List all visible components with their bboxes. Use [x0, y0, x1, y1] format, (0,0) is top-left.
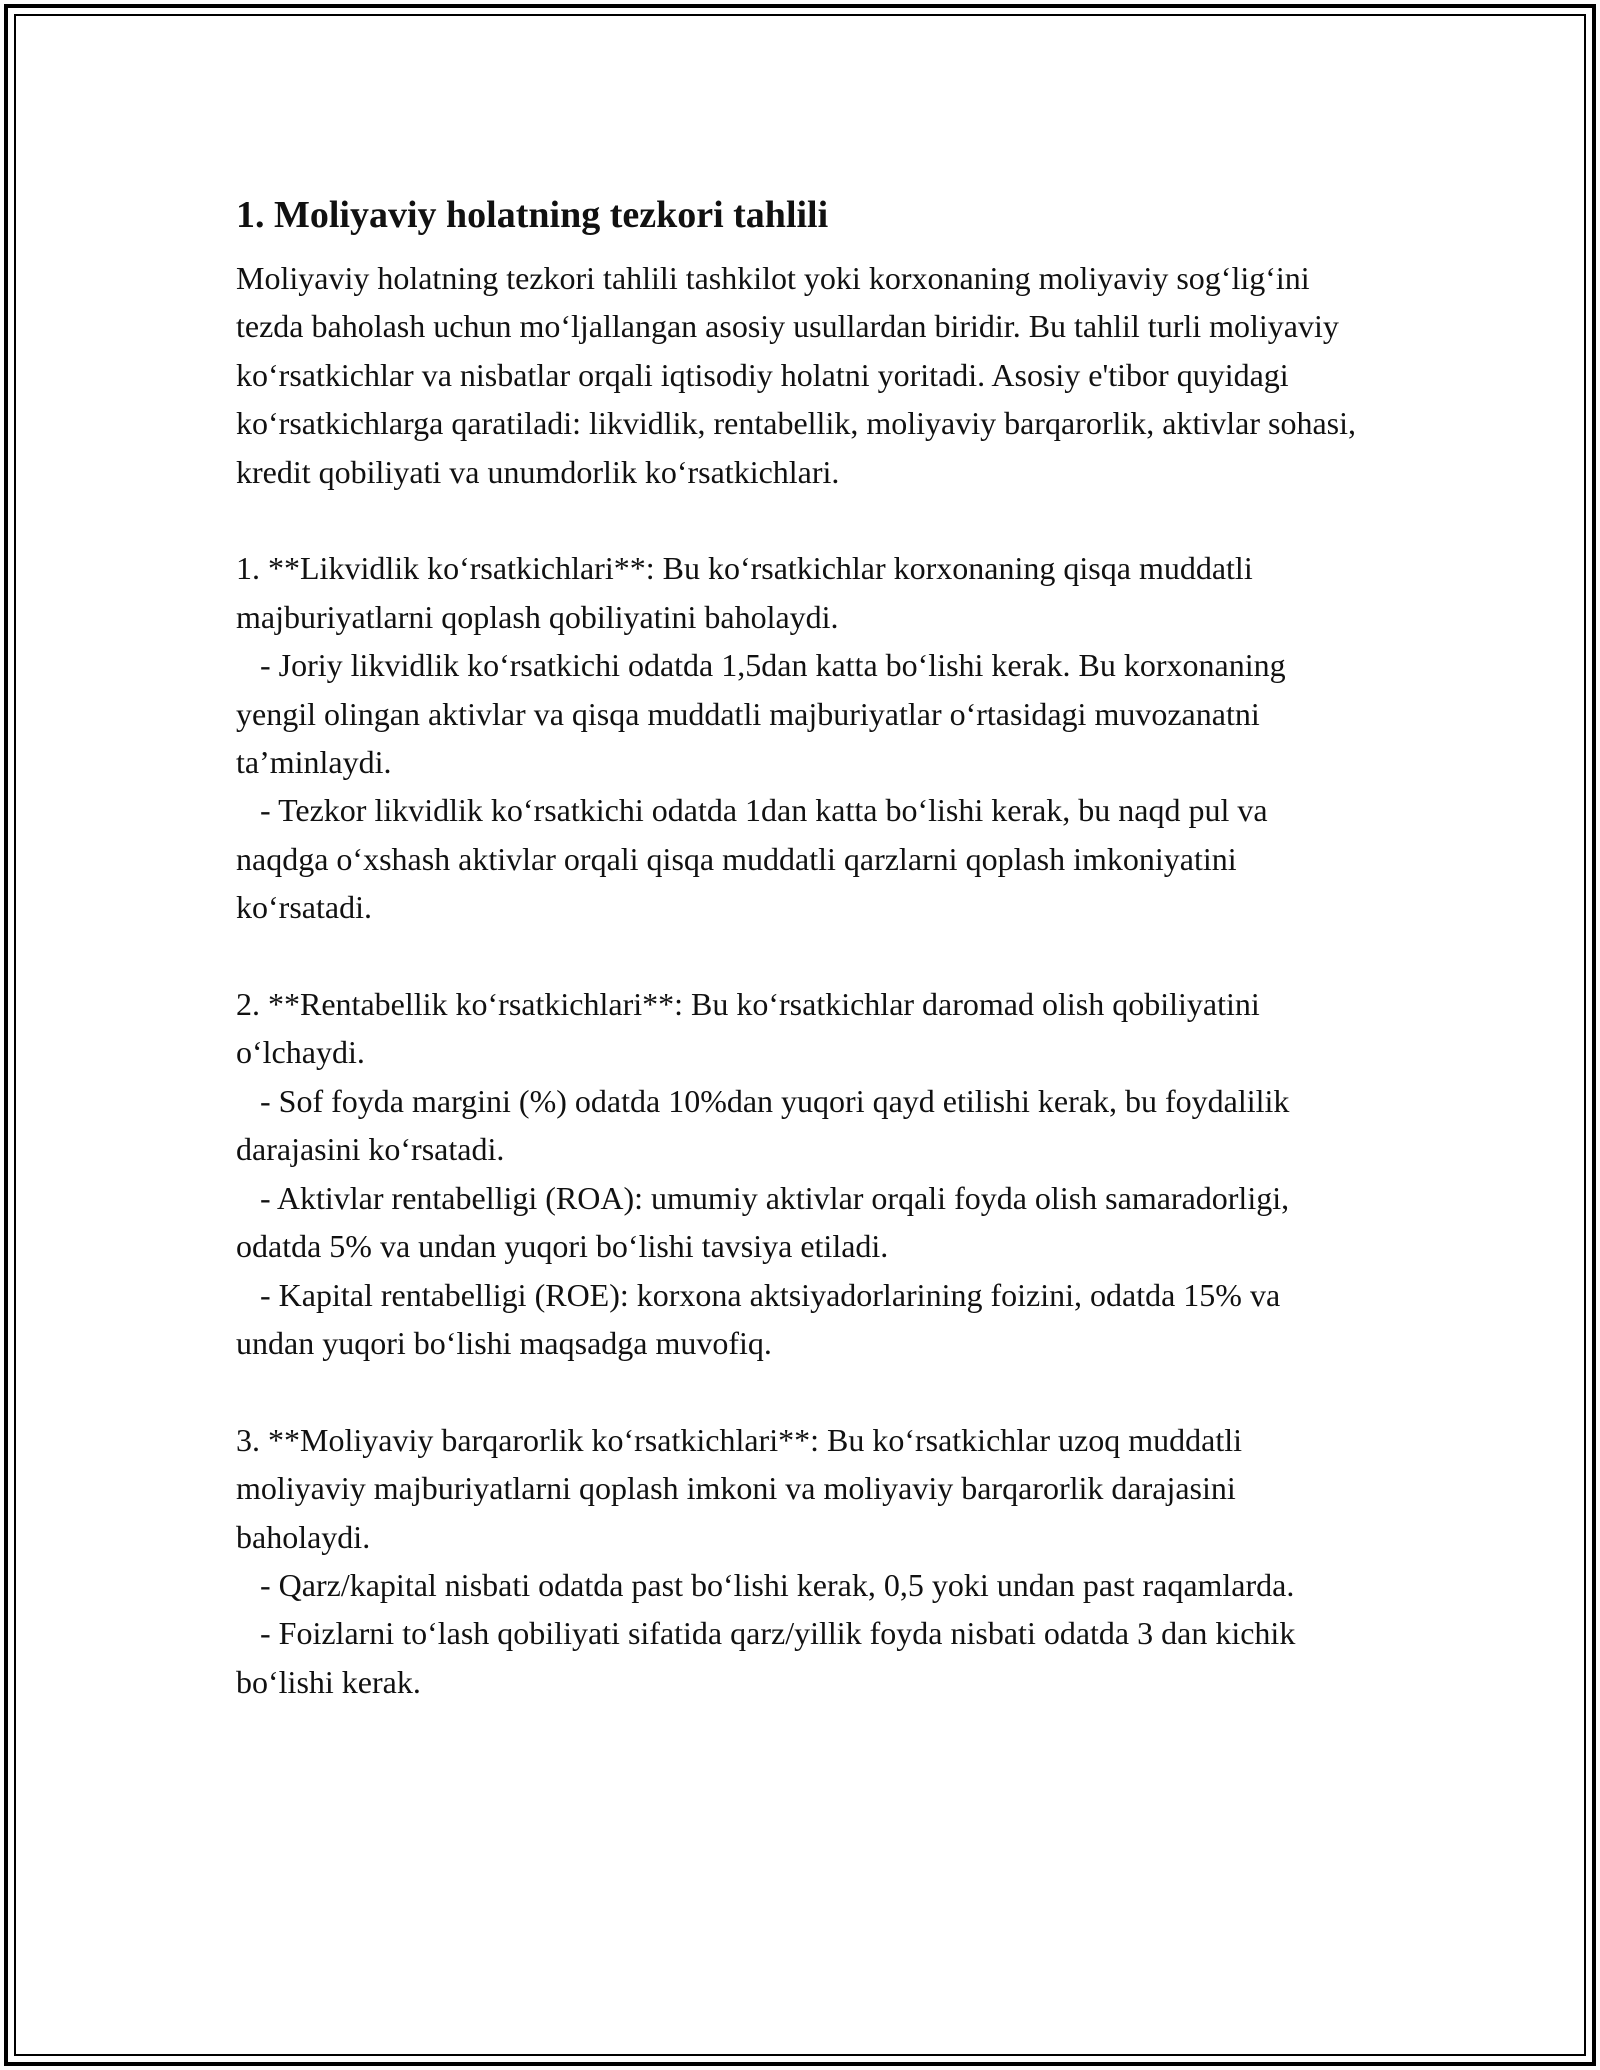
document-body	[236, 188, 1366, 1706]
section-heading: 2. **Rentabellik ko‘rsatkichlari**: Bu ko‘rsatkichlar daromad olish qobiliyatini o‘lchaydi.	[236, 986, 1268, 1071]
list-item: - Qarz/kapital nisbati odatda past bo‘lishi kerak, 0,5 yoki undan past raqamlarda.	[236, 1566, 1295, 1603]
list-item: - Kapital rentabelligi (ROE): korxona aktsiyadorlarining foizini, odatda 15% va undan yuqori bo‘lishi maqsadga muvofiq.	[236, 1276, 1289, 1361]
paragraph-spacer	[236, 496, 1366, 544]
list-item: - Aktivlar rentabelligi (ROA): umumiy aktivlar orqali foyda olish samaradorligi, odatda 5% va undan yuqori bo‘lishi tavsiya etiladi.	[236, 1179, 1298, 1265]
paragraph-spacer	[236, 932, 1366, 980]
section-heading: 3. **Moliyaviy barqarorlik ko‘rsatkichlari**: Bu ko‘rsatkichlar uzoq muddatli moliyaviy majburiyatlarni qoplash imkoni va moliyaviy barqarorlik darajasini baholaydi.	[236, 1421, 1250, 1555]
paragraph-spacer	[236, 1367, 1366, 1415]
document-title: 1. Moliyaviy holatning tezkori tahlili	[236, 194, 829, 236]
section-heading: 1. **Likvidlik ko‘rsatkichlari**: Bu ko‘rsatkichlar korxonaning qisqa muddatli majburiyatlarni qoplash qobiliyatini baholaydi.	[236, 550, 1261, 635]
section-stability	[236, 1416, 1366, 1706]
section-profitability	[236, 980, 1366, 1367]
list-item: - Sof foyda margini (%) odatda 10%dan yuqori qayd etilishi kerak, bu foydalilik darajasini ko‘rsatadi.	[236, 1082, 1298, 1168]
section-liquidity	[236, 544, 1366, 931]
list-item: - Joriy likvidlik ko‘rsatkichi odatda 1,5dan katta bo‘lishi kerak. Bu korxonaning yengil olingan aktivlar va qisqa muddatli majburiyatlar o‘rtasidagi muvozanatni ta’minlaydi.	[236, 647, 1294, 781]
intro-paragraph: Moliyaviy holatning tezkori tahlili tashkilot yoki korxonaning moliyaviy sog‘lig‘ini tezda baholash uchun mo‘ljallangan asosiy usullardan biridir. Bu tahlil turli moliyaviy ko‘rsatkichlar va nisbatlar orqali iqtisodiy holatni yoritadi. Asosiy e'tibor quyidagi ko‘rsatkichlarga qaratiladi: likvidlik, rentabellik, moliyaviy barqarorlik, aktivlar sohasi, kredit qobiliyati va unumdorlik ko‘rsatkichlari.	[236, 260, 1364, 490]
list-item: - Tezkor likvidlik ko‘rsatkichi odatda 1dan katta bo‘lishi kerak, bu naqd pul va naqdga o‘xshash aktivlar orqali qisqa muddatli qarzlarni qoplash imkoniyatini ko‘rsatadi.	[236, 792, 1276, 926]
list-item: - Foizlarni to‘lash qobiliyati sifatida qarz/yillik foyda nisbati odatda 3 dan kichik bo‘lishi kerak.	[236, 1615, 1304, 1700]
